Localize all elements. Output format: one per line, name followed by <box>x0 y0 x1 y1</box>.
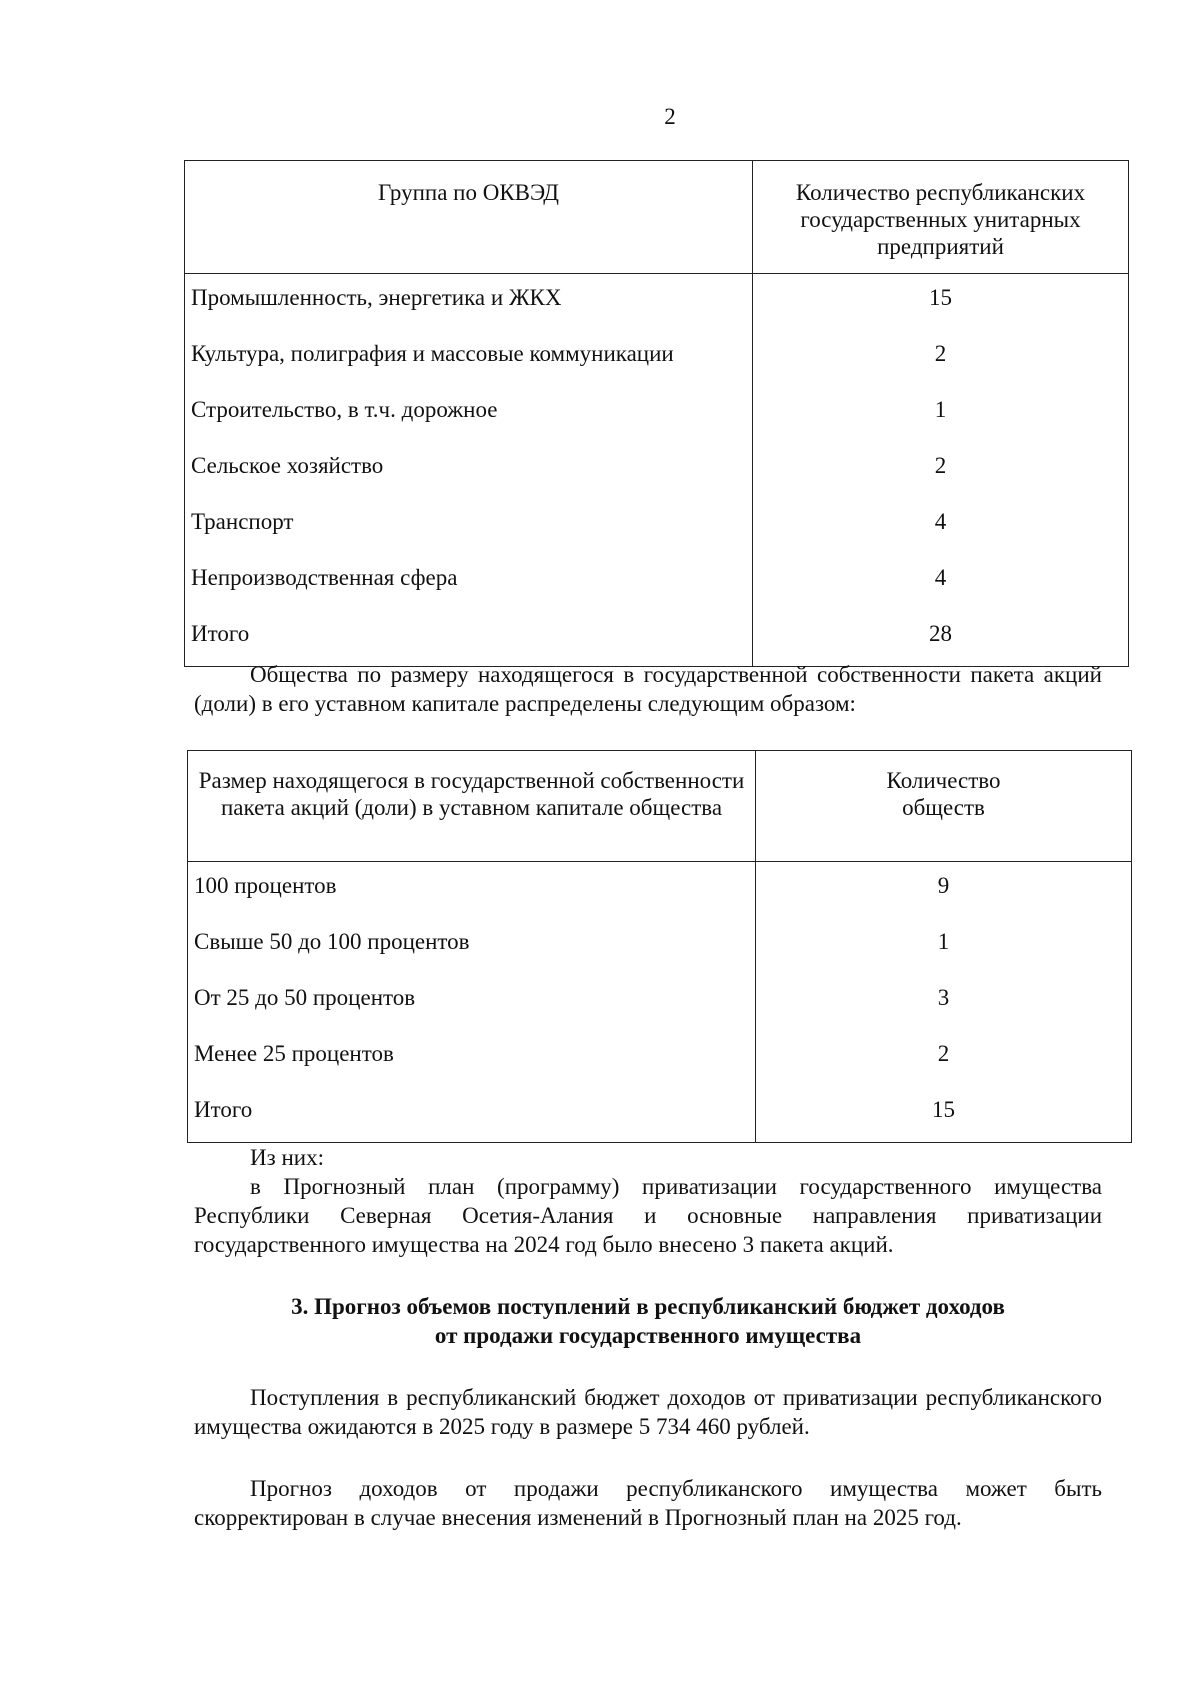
row-value: 4 <box>753 558 1129 614</box>
section-heading-line2: от продажи государственного имущества <box>434 1323 862 1348</box>
intro-paragraph: Общества по размеру находящегося в государственной собственности пакета акций (доли) в его уставном капитале распределены следующим образом: <box>194 662 1102 716</box>
forecast-paragraph: Прогноз доходов от продажи республиканского имущества может быть скорректирован в случае внесения изменений в Прогнозный план на 2025 год. <box>194 1476 1102 1530</box>
table-row <box>188 1034 1132 1090</box>
revenue-paragraph: Поступления в республиканский бюджет доходов от приватизации республиканского имущества ожидаются в 2025 году в размере 5 734 460 рублей. <box>194 1385 1102 1439</box>
row-label: Промышленность, энергетика и ЖКХ <box>185 274 753 335</box>
row-value: 3 <box>756 978 1132 1034</box>
row-value: 9 <box>756 862 1132 923</box>
table-row <box>188 978 1132 1034</box>
table-row <box>185 446 1129 502</box>
table-row <box>185 502 1129 558</box>
table-header-row <box>188 751 1132 862</box>
row-label: От 25 до 50 процентов <box>188 978 756 1034</box>
row-label: Менее 25 процентов <box>188 1034 756 1090</box>
section-heading <box>194 1292 1102 1350</box>
row-label: Транспорт <box>185 502 753 558</box>
table-row-total <box>188 1090 1132 1143</box>
table-row <box>185 390 1129 446</box>
row-label: Строительство, в т.ч. дорожное <box>185 390 753 446</box>
page-number: 2 <box>664 104 676 129</box>
table-row-total <box>185 614 1129 667</box>
row-value: 15 <box>756 1090 1132 1143</box>
row-value: 15 <box>753 274 1129 335</box>
row-label: Непроизводственная сфера <box>185 558 753 614</box>
row-label: Сельское хозяйство <box>185 446 753 502</box>
row-label: Свыше 50 до 100 процентов <box>188 922 756 978</box>
table-row <box>188 922 1132 978</box>
table-row <box>185 334 1129 390</box>
table-row <box>185 558 1129 614</box>
row-value: 4 <box>753 502 1129 558</box>
row-value: 28 <box>753 614 1129 667</box>
row-label: Итого <box>185 614 753 667</box>
okved-enterprises-table <box>184 160 1129 667</box>
row-label: Культура, полиграфия и массовые коммуникации <box>185 334 753 390</box>
row-label: 100 процентов <box>188 862 756 923</box>
row-value: 2 <box>756 1034 1132 1090</box>
of-them-label: Из них: <box>250 1145 324 1170</box>
row-label: Итого <box>188 1090 756 1143</box>
row-value: 2 <box>753 446 1129 502</box>
column-header-count: Количество обществ <box>756 751 1132 862</box>
table-row <box>188 862 1132 923</box>
table-header-row <box>185 161 1129 274</box>
section-heading-line1: 3. Прогноз объемов поступлений в республиканский бюджет доходов <box>291 1294 1005 1319</box>
shares-distribution-table <box>187 750 1132 1143</box>
row-value: 1 <box>756 922 1132 978</box>
table-row <box>185 274 1129 335</box>
column-header-group: Группа по ОКВЭД <box>185 161 753 274</box>
column-header-count: Количество республиканских государственных унитарных предприятий <box>753 161 1129 274</box>
row-value: 1 <box>753 390 1129 446</box>
row-value: 2 <box>753 334 1129 390</box>
column-header-share-size: Размер находящегося в государственной собственности пакета акций (доли) в уставном капитале общества <box>188 751 756 862</box>
privatization-paragraph: в Прогнозный план (программу) приватизации государственного имущества Республики Северная Осетия-Алания и основные направления приватизации государственного имущества на 2024 год было внесено 3 пакета акций. <box>194 1174 1102 1257</box>
